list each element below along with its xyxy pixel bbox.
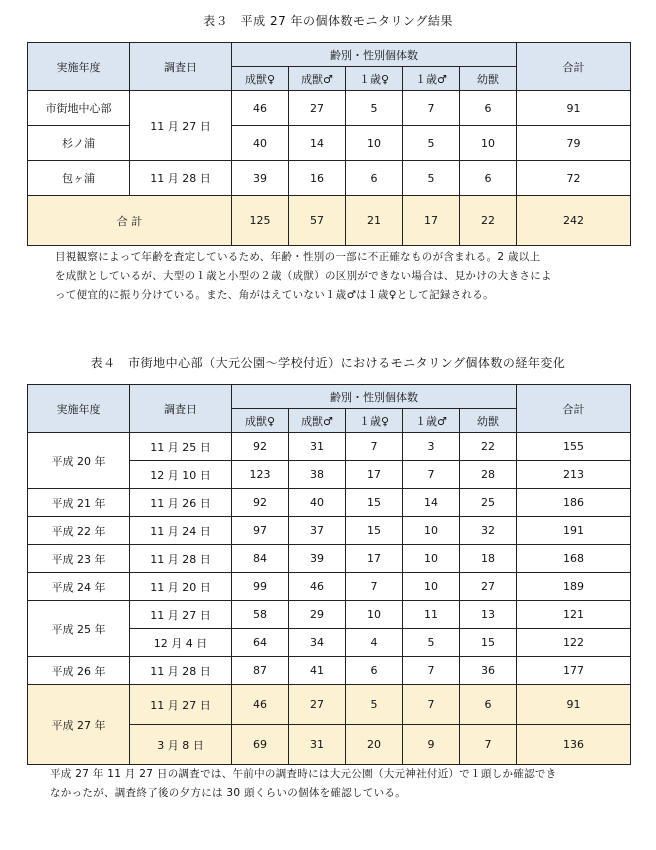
header-col: 成獣♀ xyxy=(232,409,289,433)
table4 xyxy=(27,384,631,765)
value-cell: 10 xyxy=(403,517,460,545)
value-cell: 57 xyxy=(289,196,346,246)
value-cell: 31 xyxy=(289,433,346,461)
value-cell: 6 xyxy=(460,91,517,126)
place-cell: 市街地中心部 xyxy=(28,91,130,126)
place-cell: 包ヶ浦 xyxy=(28,161,130,196)
note-line: 平成 27 年 11 月 27 日の調査では、午前中の調査時には大元公園（大元神社付近）で１頭しか確認でき xyxy=(50,768,557,780)
year-cell: 平成 22 年 xyxy=(28,517,130,545)
year-cell: 平成 23 年 xyxy=(28,545,130,573)
note-line: を成獣としているが、大型の１歳と小型の２歳（成獣）の区別ができない場合は、見かけの大きさによ xyxy=(55,270,552,282)
table-row xyxy=(28,685,631,725)
value-cell: 7 xyxy=(403,657,460,685)
value-cell: 27 xyxy=(460,573,517,601)
total-cell: 72 xyxy=(517,161,631,196)
value-cell: 18 xyxy=(460,545,517,573)
value-cell: 17 xyxy=(346,545,403,573)
header-col: 成獣♂ xyxy=(289,67,346,91)
value-cell: 5 xyxy=(403,629,460,657)
value-cell: 15 xyxy=(346,517,403,545)
header-col: １歳♀ xyxy=(346,67,403,91)
value-cell: 14 xyxy=(403,489,460,517)
total-cell: 155 xyxy=(517,433,631,461)
value-cell: 92 xyxy=(232,433,289,461)
value-cell: 39 xyxy=(289,545,346,573)
value-cell: 7 xyxy=(346,573,403,601)
value-cell: 20 xyxy=(346,725,403,765)
total-cell: 191 xyxy=(517,517,631,545)
value-cell: 6 xyxy=(346,657,403,685)
value-cell: 41 xyxy=(289,657,346,685)
value-cell: 17 xyxy=(346,461,403,489)
value-cell: 27 xyxy=(289,685,346,725)
value-cell: 9 xyxy=(403,725,460,765)
total-cell: 168 xyxy=(517,545,631,573)
total-cell: 213 xyxy=(517,461,631,489)
header-date: 調査日 xyxy=(130,385,232,433)
value-cell: 25 xyxy=(460,489,517,517)
total-cell: 242 xyxy=(517,196,631,246)
value-cell: 92 xyxy=(232,489,289,517)
header-date: 調査日 xyxy=(130,43,232,91)
total-cell: 186 xyxy=(517,489,631,517)
header-total: 合計 xyxy=(517,43,631,91)
table-row xyxy=(28,91,631,126)
total-cell: 91 xyxy=(517,91,631,126)
value-cell: 15 xyxy=(346,489,403,517)
header-col: １歳♂ xyxy=(403,409,460,433)
value-cell: 11 xyxy=(403,601,460,629)
date-cell: 11 月 25 日 xyxy=(130,433,232,461)
table3 xyxy=(27,42,631,246)
total-cell: 91 xyxy=(517,685,631,725)
date-cell: 11 月 20 日 xyxy=(130,573,232,601)
total-cell: 136 xyxy=(517,725,631,765)
date-cell: 11 月 26 日 xyxy=(130,489,232,517)
date-cell: 11 月 27 日 xyxy=(130,685,232,725)
value-cell: 64 xyxy=(232,629,289,657)
year-cell: 平成 24 年 xyxy=(28,573,130,601)
value-cell: 7 xyxy=(460,725,517,765)
note-line: 目視観察によって年齢を査定しているため、年齢・性別の一部に不正確なものが含まれる。2 歳以上 xyxy=(55,251,541,263)
date-cell: 11 月 24 日 xyxy=(130,517,232,545)
value-cell: 22 xyxy=(460,196,517,246)
value-cell: 7 xyxy=(403,91,460,126)
value-cell: 10 xyxy=(403,545,460,573)
table-row xyxy=(28,489,631,517)
total-cell: 177 xyxy=(517,657,631,685)
date-cell: 12 月 10 日 xyxy=(130,461,232,489)
header-year: 実施年度 xyxy=(28,43,130,91)
value-cell: 10 xyxy=(346,126,403,161)
date-cell: 11 月 28 日 xyxy=(130,657,232,685)
value-cell: 17 xyxy=(403,196,460,246)
value-cell: 46 xyxy=(232,91,289,126)
table4-caption: 表４ 市街地中心部（大元公園～学校付近）におけるモニタリング個体数の経年変化 xyxy=(90,356,566,370)
value-cell: 46 xyxy=(232,685,289,725)
table-row xyxy=(28,161,631,196)
value-cell: 22 xyxy=(460,433,517,461)
value-cell: 36 xyxy=(460,657,517,685)
date-cell: 3 月 8 日 xyxy=(130,725,232,765)
value-cell: 40 xyxy=(232,126,289,161)
value-cell: 6 xyxy=(346,161,403,196)
header-group: 齢別・性別個体数 xyxy=(232,385,517,409)
value-cell: 4 xyxy=(346,629,403,657)
value-cell: 16 xyxy=(289,161,346,196)
total-cell: 79 xyxy=(517,126,631,161)
header-col: 成獣♀ xyxy=(232,67,289,91)
header-total: 合計 xyxy=(517,385,631,433)
table3-note xyxy=(55,248,595,305)
year-cell: 平成 25 年 xyxy=(28,601,130,657)
value-cell: 99 xyxy=(232,573,289,601)
table-row xyxy=(28,126,631,161)
header-col: 幼獣 xyxy=(460,67,517,91)
value-cell: 5 xyxy=(346,685,403,725)
date-cell: 11 月 28 日 xyxy=(130,545,232,573)
value-cell: 39 xyxy=(232,161,289,196)
note-line: って便宜的に振り分けている。また、角がはえていない１歳♂は１歳♀として記録される。 xyxy=(55,289,494,301)
value-cell: 34 xyxy=(289,629,346,657)
table-row xyxy=(28,517,631,545)
value-cell: 21 xyxy=(346,196,403,246)
header-col: １歳♂ xyxy=(403,67,460,91)
value-cell: 7 xyxy=(403,685,460,725)
value-cell: 13 xyxy=(460,601,517,629)
table-row xyxy=(28,573,631,601)
table-row xyxy=(28,433,631,461)
value-cell: 58 xyxy=(232,601,289,629)
value-cell: 15 xyxy=(460,629,517,657)
value-cell: 37 xyxy=(289,517,346,545)
value-cell: 31 xyxy=(289,725,346,765)
value-cell: 3 xyxy=(403,433,460,461)
year-cell: 平成 21 年 xyxy=(28,489,130,517)
total-cell: 189 xyxy=(517,573,631,601)
value-cell: 125 xyxy=(232,196,289,246)
date-cell: 11 月 27 日 xyxy=(130,91,232,161)
table-row xyxy=(28,545,631,573)
value-cell: 40 xyxy=(289,489,346,517)
value-cell: 28 xyxy=(460,461,517,489)
place-cell: 杉ノ浦 xyxy=(28,126,130,161)
value-cell: 14 xyxy=(289,126,346,161)
table-row xyxy=(28,601,631,629)
sum-row xyxy=(28,196,631,246)
value-cell: 5 xyxy=(403,161,460,196)
value-cell: 97 xyxy=(232,517,289,545)
value-cell: 69 xyxy=(232,725,289,765)
value-cell: 123 xyxy=(232,461,289,489)
value-cell: 46 xyxy=(289,573,346,601)
year-cell: 平成 27 年 xyxy=(28,685,130,765)
header-col: 幼獣 xyxy=(460,409,517,433)
total-cell: 122 xyxy=(517,629,631,657)
date-cell: 12 月 4 日 xyxy=(130,629,232,657)
value-cell: 38 xyxy=(289,461,346,489)
value-cell: 5 xyxy=(403,126,460,161)
value-cell: 7 xyxy=(403,461,460,489)
value-cell: 32 xyxy=(460,517,517,545)
date-cell: 11 月 27 日 xyxy=(130,601,232,629)
date-cell: 11 月 28 日 xyxy=(130,161,232,196)
value-cell: 87 xyxy=(232,657,289,685)
value-cell: 6 xyxy=(460,161,517,196)
year-cell: 平成 20 年 xyxy=(28,433,130,489)
value-cell: 10 xyxy=(460,126,517,161)
year-cell: 平成 26 年 xyxy=(28,657,130,685)
header-group: 齢別・性別個体数 xyxy=(232,43,517,67)
sum-label: 合 計 xyxy=(28,196,232,246)
value-cell: 10 xyxy=(346,601,403,629)
value-cell: 5 xyxy=(346,91,403,126)
table3-caption: 表３ 平成 27 年の個体数モニタリング結果 xyxy=(203,14,453,28)
table-row xyxy=(28,657,631,685)
value-cell: 29 xyxy=(289,601,346,629)
value-cell: 7 xyxy=(346,433,403,461)
value-cell: 6 xyxy=(460,685,517,725)
table4-note xyxy=(50,765,610,803)
value-cell: 10 xyxy=(403,573,460,601)
value-cell: 27 xyxy=(289,91,346,126)
header-year: 実施年度 xyxy=(28,385,130,433)
total-cell: 121 xyxy=(517,601,631,629)
header-col: 成獣♂ xyxy=(289,409,346,433)
header-col: １歳♀ xyxy=(346,409,403,433)
value-cell: 84 xyxy=(232,545,289,573)
note-line: なかったが、調査終了後の夕方には 30 頭くらいの個体を確認している。 xyxy=(50,787,407,799)
